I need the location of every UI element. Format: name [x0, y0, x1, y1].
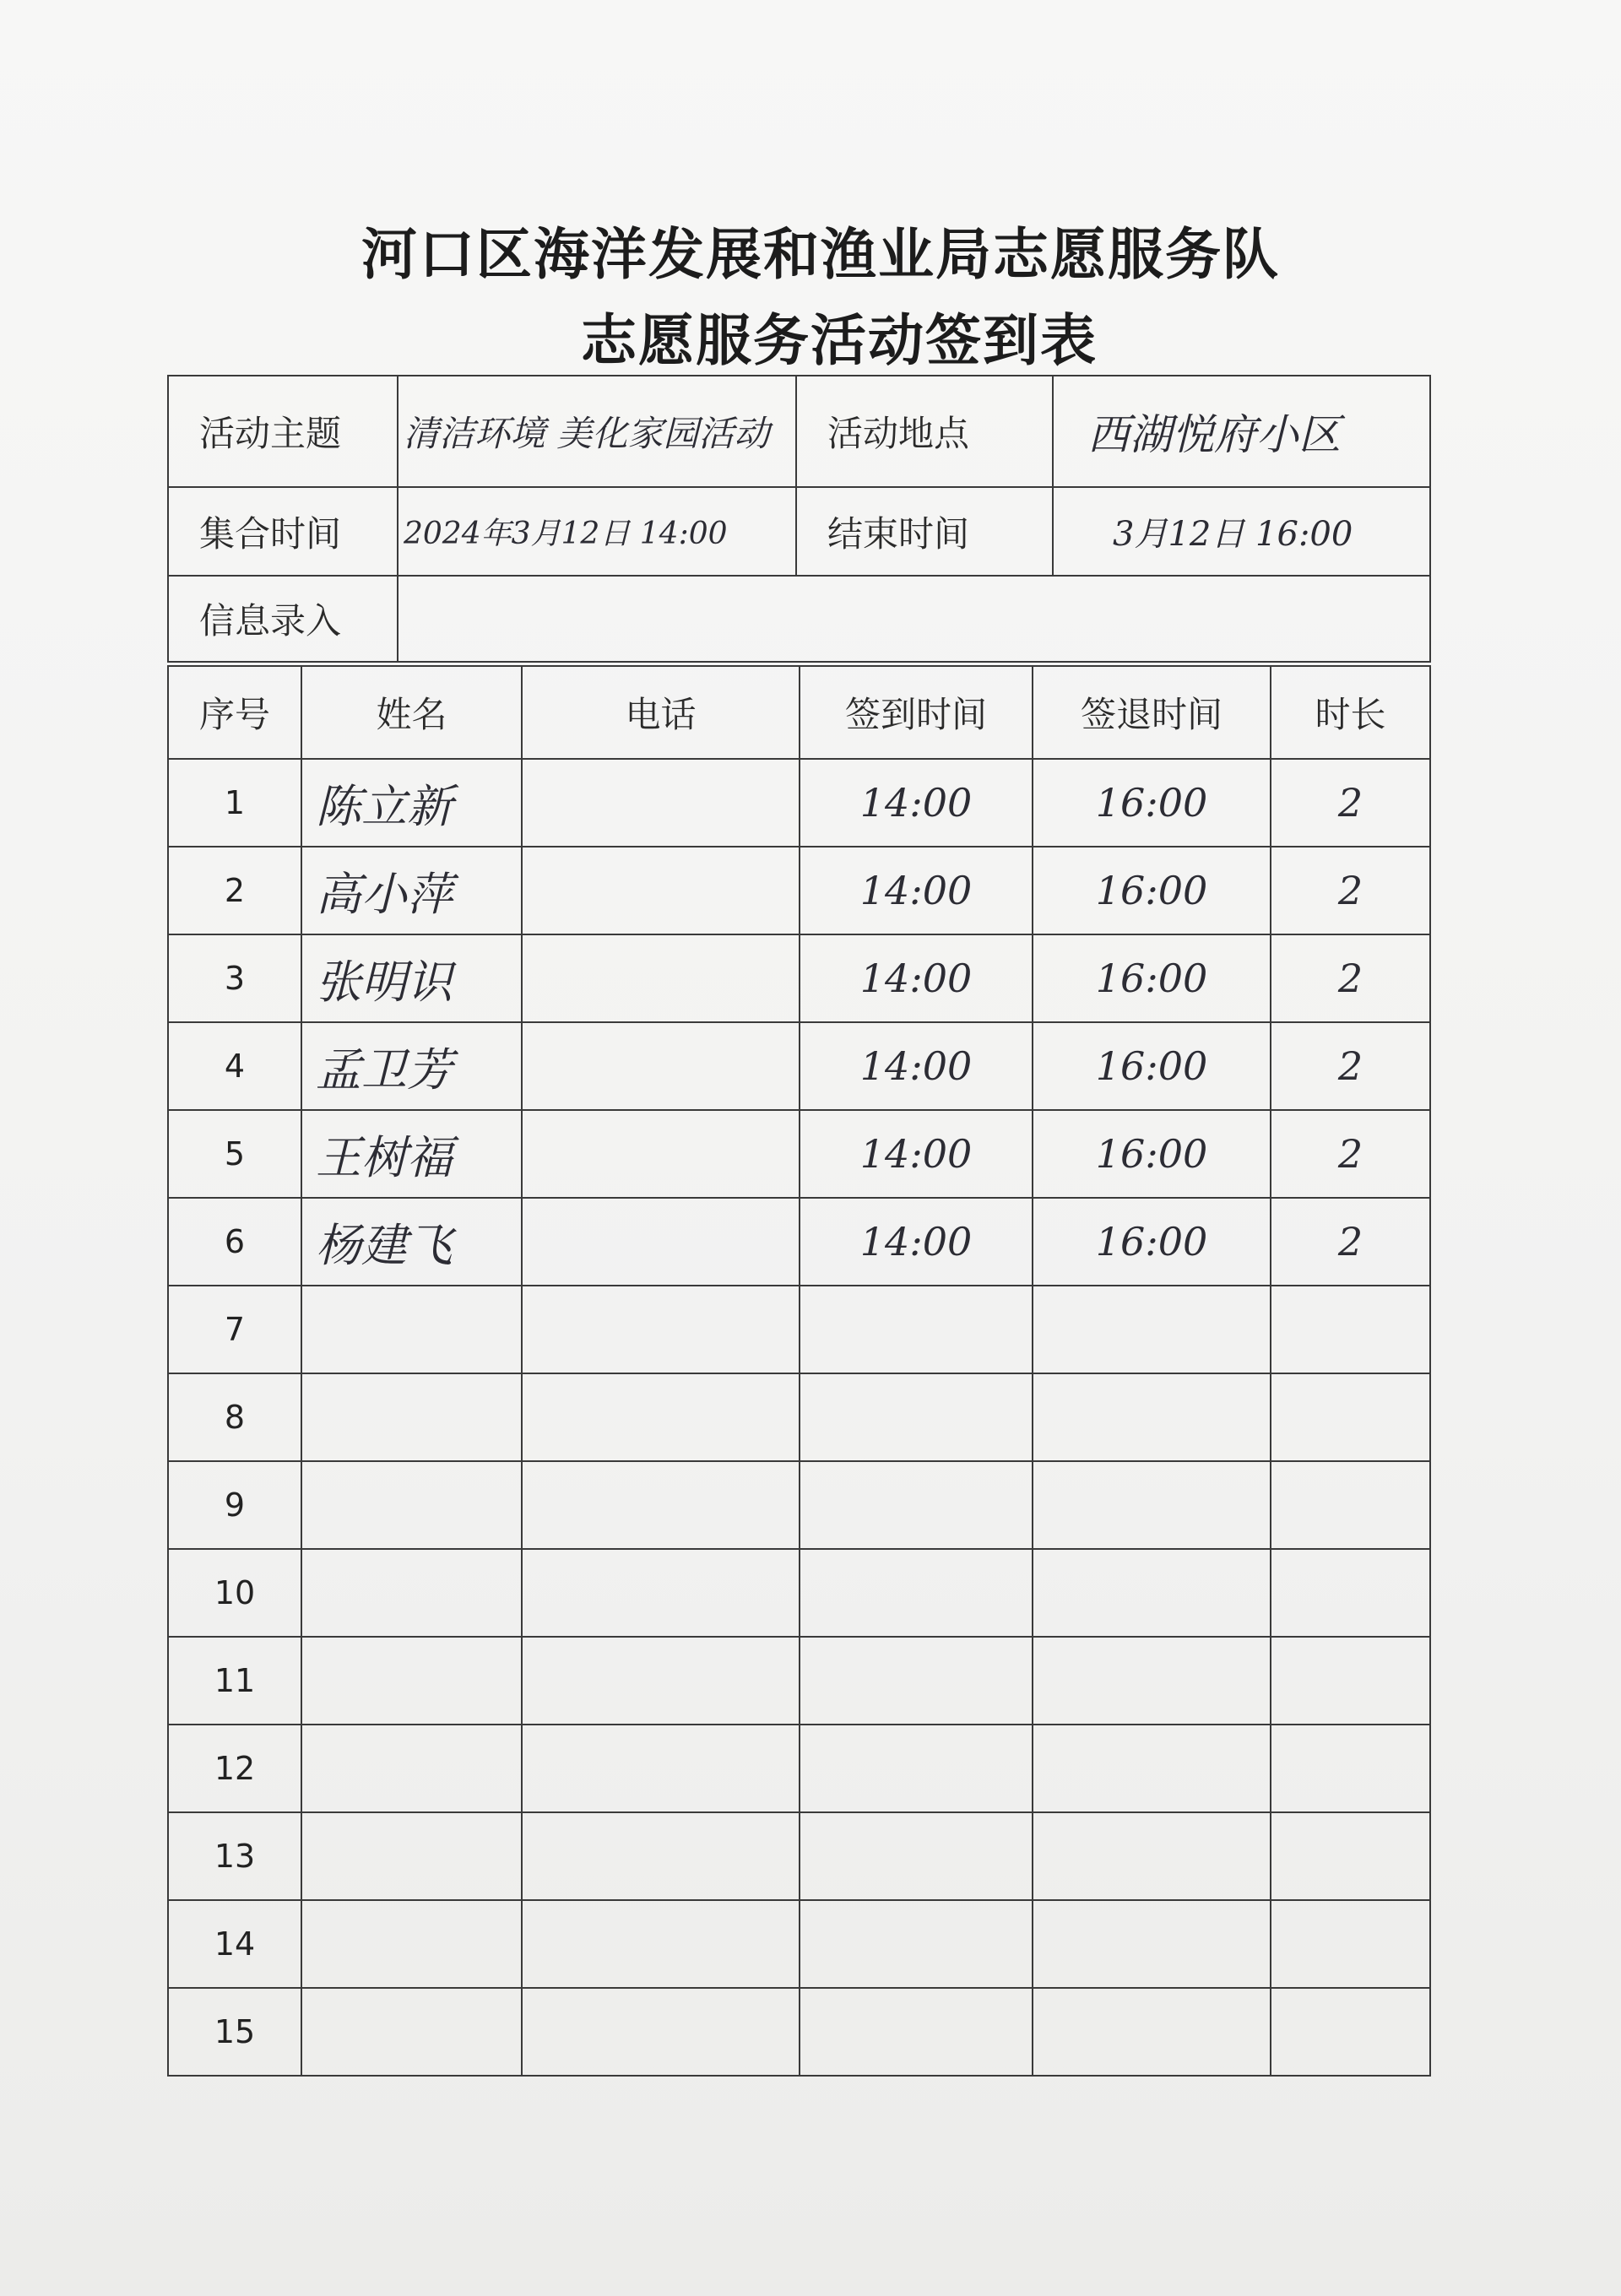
volunteer-signature: 杨建飞 [301, 1198, 522, 1286]
checkout-time [1033, 1549, 1271, 1637]
duration-hours: 2 [1271, 759, 1430, 847]
info-entry-label: 信息录入 [168, 576, 398, 662]
row-number: 10 [168, 1549, 301, 1637]
duration-hours: 2 [1271, 934, 1430, 1022]
checkout-time [1033, 1637, 1271, 1725]
checkin-time [800, 1286, 1033, 1373]
duration-hours [1271, 1461, 1430, 1549]
checkout-time [1033, 1461, 1271, 1549]
checkin-time [800, 1900, 1033, 1988]
volunteer-signature: 陈立新 [301, 759, 522, 847]
checkin-time [800, 1637, 1033, 1725]
table-row [168, 1110, 1430, 1198]
checkin-time [800, 1725, 1033, 1812]
checkout-time [1033, 1373, 1271, 1461]
location-value: 西湖悦府小区 [1053, 376, 1430, 487]
volunteer-signature: 张明识 [301, 934, 522, 1022]
checkin-time [800, 1549, 1033, 1637]
row-number: 15 [168, 1988, 301, 2076]
volunteer-signature: 孟卫芳 [301, 1022, 522, 1110]
header-checkin: 签到时间 [800, 666, 1033, 759]
header-phone: 电话 [522, 666, 800, 759]
document-subtitle: 志愿服务活动签到表 [581, 308, 1098, 373]
info-row-theme [168, 376, 1430, 487]
table-header-row [168, 666, 1430, 759]
duration-hours [1271, 1549, 1430, 1637]
checkin-time: 14:00 [800, 759, 1033, 847]
checkin-time: 14:00 [800, 1022, 1033, 1110]
signin-table [167, 665, 1431, 2077]
phone-cell [522, 1988, 800, 2076]
checkout-time: 16:00 [1033, 934, 1271, 1022]
volunteer-signature [301, 1900, 522, 1988]
activity-info-table [167, 375, 1431, 663]
row-number: 5 [168, 1110, 301, 1198]
info-entry-field [398, 576, 1430, 662]
checkin-time: 14:00 [800, 934, 1033, 1022]
volunteer-signature [301, 1988, 522, 2076]
table-row [168, 1988, 1430, 2076]
phone-cell [522, 847, 800, 934]
table-row [168, 1900, 1430, 1988]
table-row [168, 1198, 1430, 1286]
checkin-time: 14:00 [800, 1110, 1033, 1198]
phone-cell [522, 1725, 800, 1812]
phone-cell [522, 1637, 800, 1725]
table-row [168, 759, 1430, 847]
phone-cell [522, 1022, 800, 1110]
table-row [168, 1461, 1430, 1549]
checkin-time [800, 1461, 1033, 1549]
start-time-value: 2024年3月12日 14:00 [398, 487, 796, 576]
duration-hours [1271, 1900, 1430, 1988]
duration-hours [1271, 1988, 1430, 2076]
duration-hours [1271, 1725, 1430, 1812]
table-row [168, 1373, 1430, 1461]
phone-cell [522, 1198, 800, 1286]
checkout-time: 16:00 [1033, 759, 1271, 847]
checkout-time [1033, 1988, 1271, 2076]
phone-cell [522, 1900, 800, 1988]
duration-hours: 2 [1271, 1198, 1430, 1286]
volunteer-signature [301, 1812, 522, 1900]
header-duration: 时长 [1271, 666, 1430, 759]
checkin-time [800, 1988, 1033, 2076]
duration-hours [1271, 1637, 1430, 1725]
phone-cell [522, 1110, 800, 1198]
phone-cell [522, 759, 800, 847]
volunteer-signature [301, 1286, 522, 1373]
checkout-time [1033, 1286, 1271, 1373]
volunteer-signature: 高小萍 [301, 847, 522, 934]
table-row [168, 1022, 1430, 1110]
table-row [168, 1812, 1430, 1900]
duration-hours [1271, 1812, 1430, 1900]
duration-hours: 2 [1271, 847, 1430, 934]
table-row [168, 1549, 1430, 1637]
checkout-time: 16:00 [1033, 1110, 1271, 1198]
end-time-label: 结束时间 [796, 487, 1053, 576]
info-row-entry [168, 576, 1430, 662]
row-number: 11 [168, 1637, 301, 1725]
phone-cell [522, 1549, 800, 1637]
phone-cell [522, 934, 800, 1022]
phone-cell [522, 1812, 800, 1900]
checkin-time: 14:00 [800, 1198, 1033, 1286]
row-number: 9 [168, 1461, 301, 1549]
end-time-value: 3月12日 16:00 [1053, 487, 1430, 576]
table-row [168, 1725, 1430, 1812]
row-number: 8 [168, 1373, 301, 1461]
row-number: 7 [168, 1286, 301, 1373]
table-row [168, 1637, 1430, 1725]
location-label: 活动地点 [796, 376, 1053, 487]
info-row-time [168, 487, 1430, 576]
checkout-time: 16:00 [1033, 847, 1271, 934]
row-number: 12 [168, 1725, 301, 1812]
volunteer-signature [301, 1549, 522, 1637]
checkout-time [1033, 1900, 1271, 1988]
checkout-time [1033, 1812, 1271, 1900]
table-row [168, 1286, 1430, 1373]
duration-hours: 2 [1271, 1110, 1430, 1198]
row-number: 14 [168, 1900, 301, 1988]
theme-label: 活动主题 [168, 376, 398, 487]
checkout-time: 16:00 [1033, 1198, 1271, 1286]
document-title: 河口区海洋发展和渔业局志愿服务队 [361, 222, 1280, 287]
table-row [168, 847, 1430, 934]
table-row [168, 934, 1430, 1022]
phone-cell [522, 1286, 800, 1373]
header-checkout: 签退时间 [1033, 666, 1271, 759]
duration-hours [1271, 1373, 1430, 1461]
checkin-time [800, 1812, 1033, 1900]
row-number: 13 [168, 1812, 301, 1900]
phone-cell [522, 1461, 800, 1549]
volunteer-signature [301, 1637, 522, 1725]
checkout-time: 16:00 [1033, 1022, 1271, 1110]
phone-cell [522, 1373, 800, 1461]
header-name: 姓名 [301, 666, 522, 759]
volunteer-signature [301, 1373, 522, 1461]
checkin-time [800, 1373, 1033, 1461]
duration-hours [1271, 1286, 1430, 1373]
theme-value: 清洁环境 美化家园活动 [398, 376, 796, 487]
duration-hours: 2 [1271, 1022, 1430, 1110]
row-number: 6 [168, 1198, 301, 1286]
checkout-time [1033, 1725, 1271, 1812]
volunteer-signature [301, 1725, 522, 1812]
checkin-time: 14:00 [800, 847, 1033, 934]
volunteer-signature [301, 1461, 522, 1549]
volunteer-signature: 王树福 [301, 1110, 522, 1198]
header-no: 序号 [168, 666, 301, 759]
row-number: 3 [168, 934, 301, 1022]
start-time-label: 集合时间 [168, 487, 398, 576]
row-number: 1 [168, 759, 301, 847]
row-number: 4 [168, 1022, 301, 1110]
row-number: 2 [168, 847, 301, 934]
